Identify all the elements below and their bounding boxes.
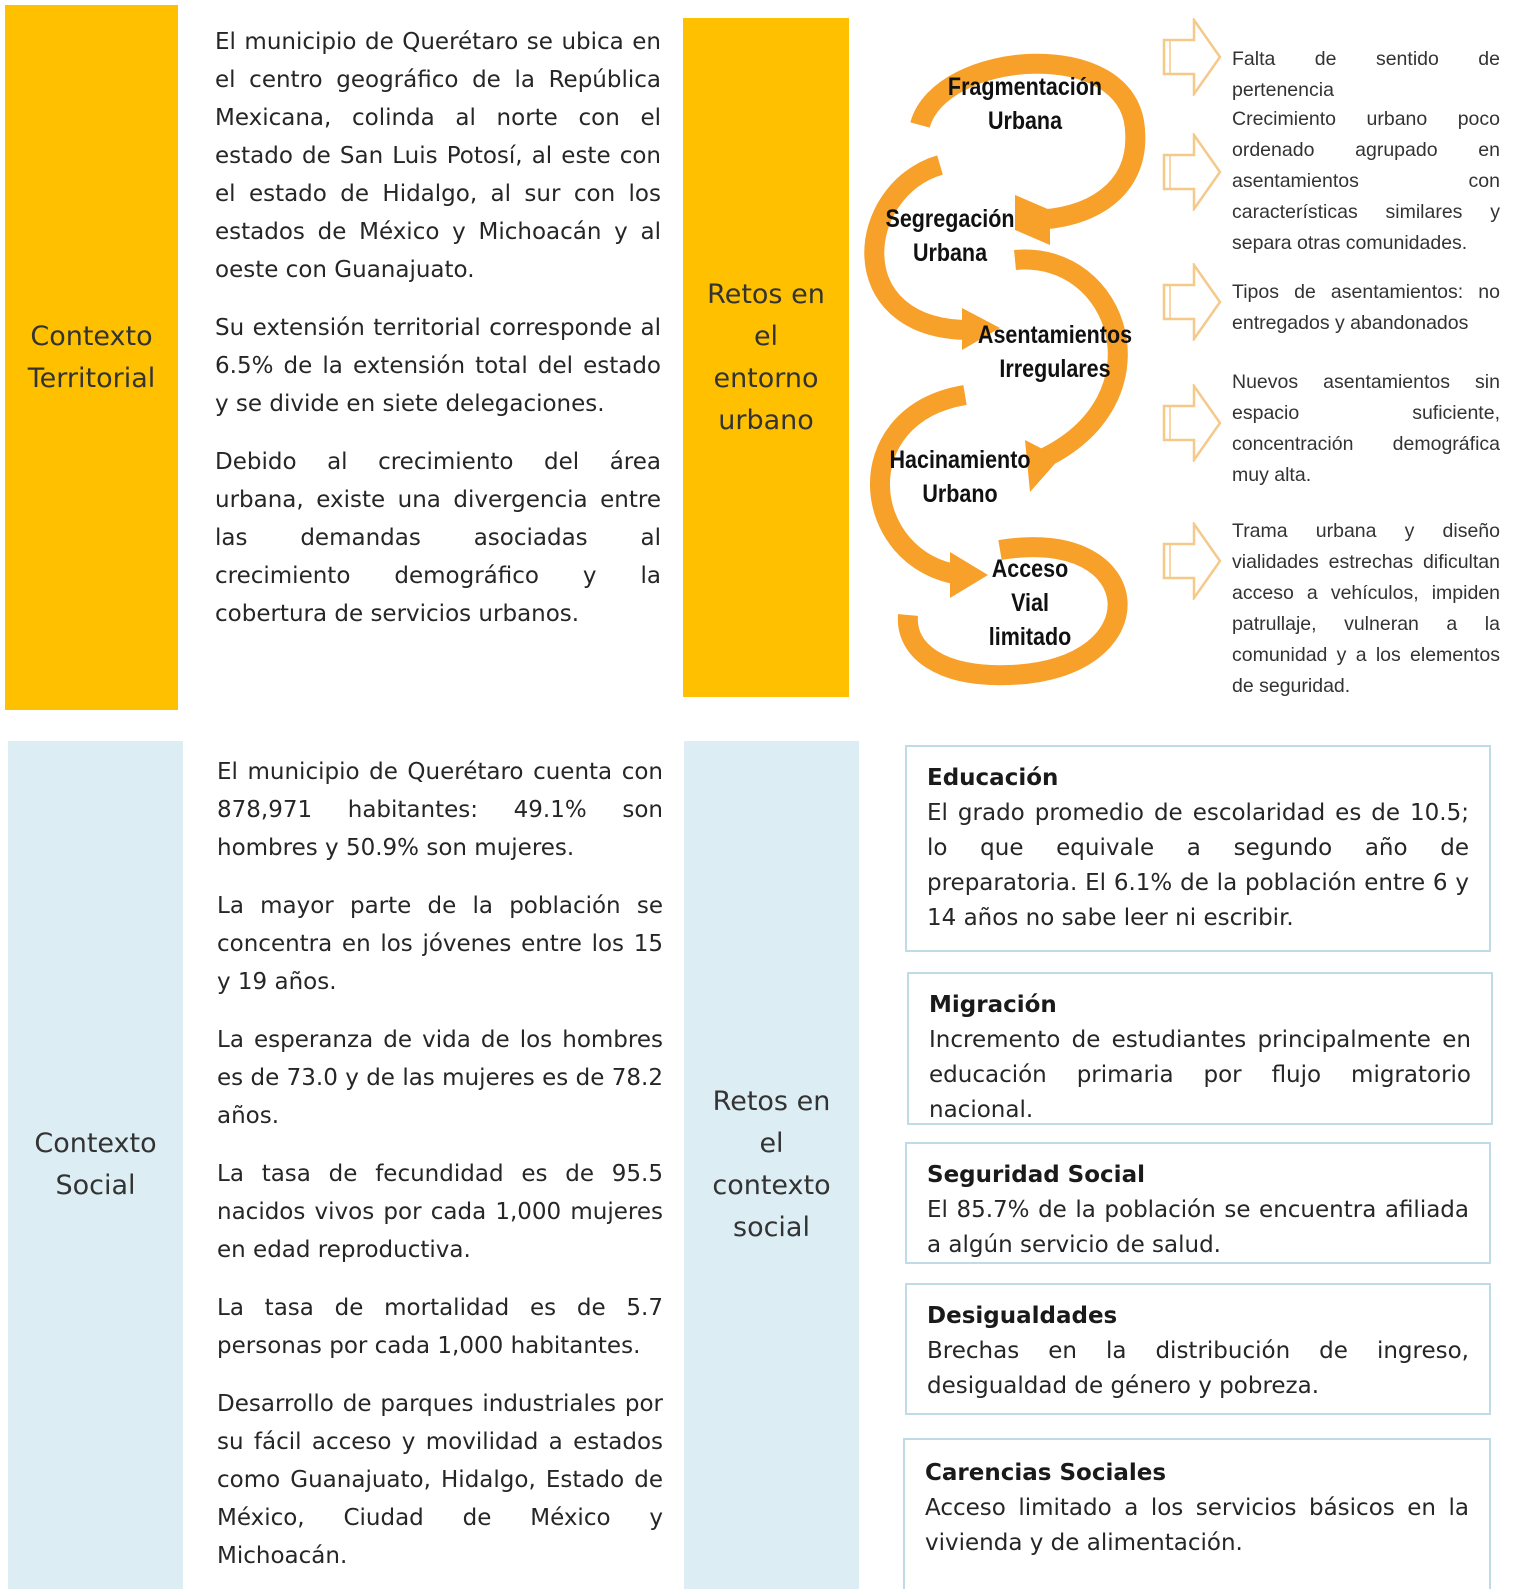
stage-line: Urbano: [922, 480, 998, 508]
urban-challenge-description: Crecimiento urbano poco ordenado agrupado en asentamientos con características similares y separa otras comunidades.: [1232, 108, 1500, 254]
stage-line: Irregulares: [999, 355, 1111, 383]
stage-line: Urbana: [987, 107, 1063, 135]
challenge-text: Acceso limitado a los servicios básicos en la vivienda y de alimentación.: [925, 1495, 1469, 1556]
stage-line: limitado: [988, 623, 1072, 651]
social-label: Contexto Social: [34, 1128, 157, 1201]
social-paragraph: La esperanza de vida de los hombres es de 73.0 y de las mujeres es de 78.2 años.: [217, 1027, 663, 1129]
territorial-label-box: [5, 5, 178, 710]
territorial-text: [215, 23, 661, 653]
challenge-title: Educación: [927, 765, 1059, 791]
challenge-title: Carencias Sociales: [925, 1460, 1167, 1486]
social-paragraph: La mayor parte de la población se concentra en los jóvenes entre los 15 y 19 años.: [217, 893, 663, 995]
challenge-box-desigualdades: [905, 1283, 1491, 1415]
arrow-right-icon: [1162, 18, 1222, 96]
urban-challenge-description: Tipos de asentamientos: no entregados y abandonados: [1232, 281, 1500, 334]
social-label-box: [8, 741, 183, 1589]
arrow-right-icon: [1162, 133, 1222, 211]
territorial-paragraph: Debido al crecimiento del área urbana, existe una divergencia entre las demandas asociadas al crecimiento demográfico y la cobertura de servicios urbanos.: [215, 449, 661, 627]
social-paragraph: La tasa de mortalidad es de 5.7 personas por cada 1,000 habitantes.: [217, 1295, 663, 1359]
urban-challenge-description: Nuevos asentamientos sin espacio suficiente, concentración demográfica muy alta.: [1232, 371, 1500, 486]
stage-hacinamiento: [857, 443, 1063, 511]
urban-challenges-label-box: [683, 18, 849, 697]
stage-acceso: [953, 552, 1108, 654]
stage-line: Hacinamiento: [889, 446, 1031, 474]
challenge-box-carencias-sociales: [903, 1438, 1491, 1589]
challenge-title: Desigualdades: [927, 1303, 1118, 1329]
arrow-right-icon: [1162, 263, 1222, 341]
arrow-right-icon: [1162, 384, 1222, 462]
challenge-box-migracion: [907, 972, 1493, 1125]
stage-line: Acceso: [991, 555, 1069, 583]
urban-challenge-description: Trama urbana y diseño vialidades estrechas dificultan acceso a vehículos, impiden patrullaje, vulneran a la comunidad y a los elementos de seguridad.: [1232, 520, 1500, 697]
social-paragraph: La tasa de fecundidad es de 95.5 nacidos vivos por cada 1,000 mujeres en edad reproductiva.: [217, 1161, 663, 1263]
challenge-text: El grado promedio de escolaridad es de 10.5; lo que equivale a segundo año de preparatoria. El 6.1% de la población entre 6 y 14 años no sabe leer ni escribir.: [927, 800, 1469, 931]
challenge-text: El 85.7% de la población se encuentra afiliada a algún servicio de salud.: [927, 1197, 1469, 1258]
challenge-text: Brechas en la distribución de ingreso, desigualdad de género y pobreza.: [927, 1338, 1469, 1399]
stage-line: Asentamientos: [977, 321, 1133, 349]
territorial-label: Contexto Territorial: [27, 320, 156, 394]
social-challenges-label-box: [684, 741, 859, 1589]
stage-fragmentacion: [918, 70, 1133, 138]
social-paragraph: El municipio de Querétaro cuenta con 878,971 habitantes: 49.1% son hombres y 50.9% son mujeres.: [217, 759, 663, 861]
arrow-right-icon: [1162, 522, 1222, 600]
challenge-title: Migración: [929, 992, 1057, 1018]
social-paragraph: Desarrollo de parques industriales por su fácil acceso y movilidad a estados como Guanajuato, Hidalgo, Estado de México, Ciudad de México y Michoacán.: [217, 1391, 663, 1569]
stage-line: Segregación: [885, 205, 1015, 233]
stage-asentamientos: [948, 318, 1163, 386]
territorial-paragraph: Su extensión territorial corresponde al 6.5% de la extensión total del estado y se divide en siete delegaciones.: [215, 315, 661, 417]
challenge-box-seguridad-social: [905, 1142, 1491, 1264]
territorial-paragraph: El municipio de Querétaro se ubica en el centro geográfico de la República Mexicana, colinda al norte con el estado de San Luis Potosí, al este con el estado de Hidalgo, al sur con los estados de México y Michoacán y al oeste con Guanajuato.: [215, 29, 661, 283]
stage-line: Vial: [1011, 589, 1049, 617]
stage-line: Fragmentación: [947, 73, 1103, 101]
social-text: [217, 753, 663, 1595]
challenge-text: Incremento de estudiantes principalmente en educación primaria por flujo migratorio nacional.: [929, 1027, 1471, 1123]
social-challenges-label: Retos en el contexto social: [712, 1086, 831, 1243]
stage-line: Urbana: [912, 239, 988, 267]
challenge-box-educacion: [905, 745, 1491, 952]
urban-challenges-label: Retos en el entorno urbano: [707, 278, 825, 436]
stage-segregacion: [847, 202, 1053, 270]
urban-challenge-description: Falta de sentido de pertenencia: [1232, 48, 1500, 101]
challenge-title: Seguridad Social: [927, 1162, 1145, 1188]
